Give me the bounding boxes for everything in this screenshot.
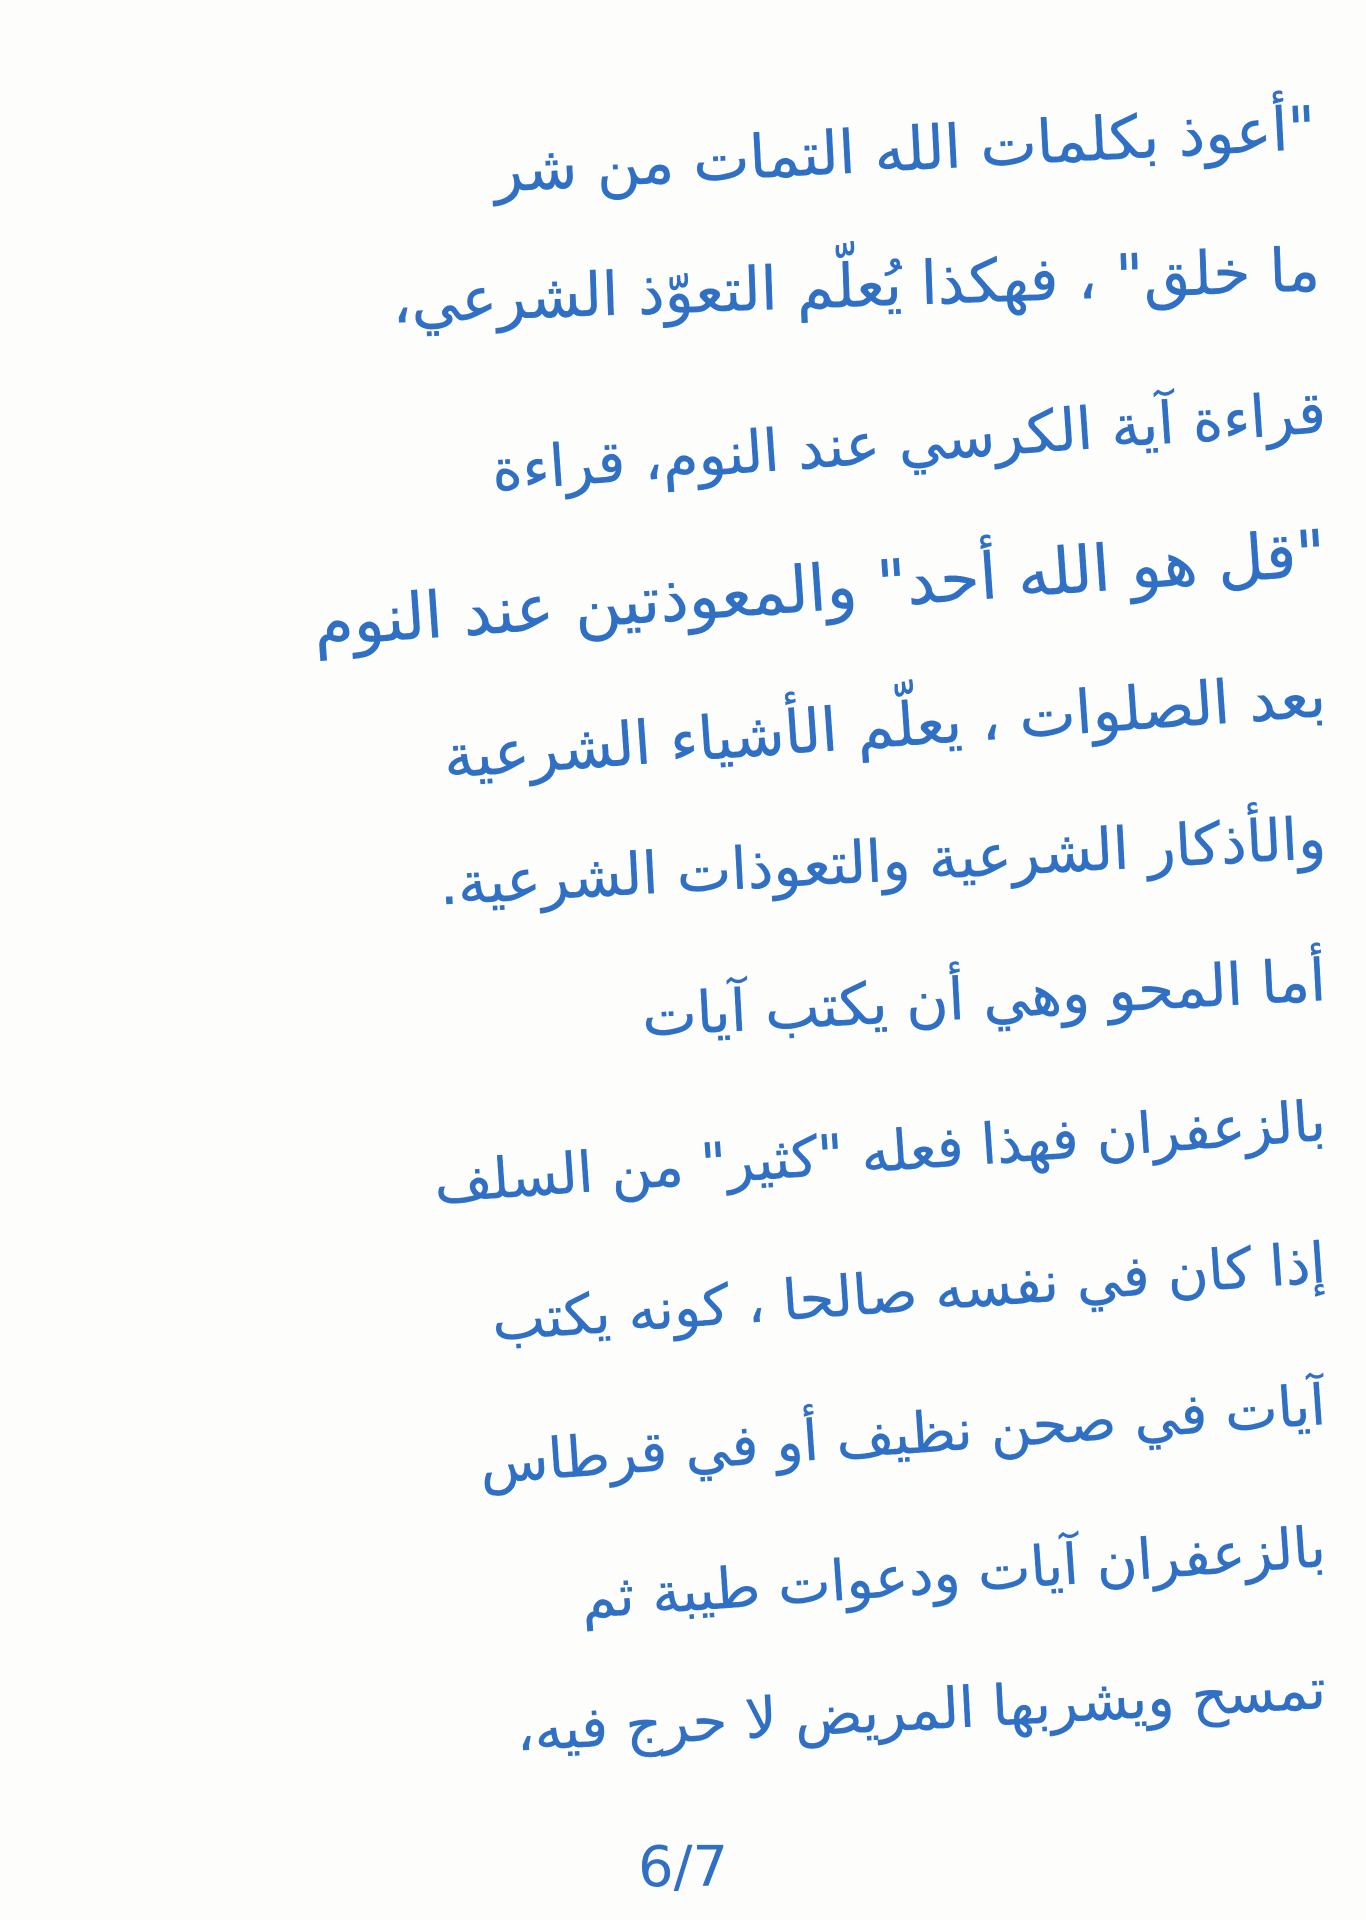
text-line: والأذكار الشرعية والتعوذات الشرعية. bbox=[437, 804, 1328, 919]
text-line: ما خلق" ، فهكذا يُعلّم التعوّذ الشرعي، bbox=[390, 235, 1322, 338]
text-line: قراءة آية الكرسي عند النوم، قراءة bbox=[489, 378, 1328, 505]
text-line: "قل هو الله أحد" والمعوذتين عند النوم bbox=[311, 517, 1329, 662]
text-line: آيات في صحن نظيف أو في قرطاس bbox=[477, 1373, 1328, 1498]
text-line: تمسح ويشربها المريض لا حرج فيه، bbox=[514, 1657, 1328, 1765]
handwritten-text-block bbox=[40, 40, 1329, 1765]
text-line: بالزعفران فهذا فعله "كثير" من السلف bbox=[432, 1089, 1328, 1217]
text-line: إذا كان في نفسه صالحا ، كونه يكتب bbox=[489, 1231, 1328, 1355]
text-line: "أعوذ بكلمات الله التمات من شر bbox=[492, 93, 1318, 207]
text-line: بعد الصلوات ، يعلّم الأشياء الشرعية bbox=[441, 661, 1329, 793]
text-line: أما المحو وهي أن يكتب آيات bbox=[640, 946, 1328, 1050]
text-line: بالزعفران آيات ودعوات طيبة ثم bbox=[579, 1515, 1328, 1632]
page-number: 6/7 bbox=[637, 1835, 729, 1900]
